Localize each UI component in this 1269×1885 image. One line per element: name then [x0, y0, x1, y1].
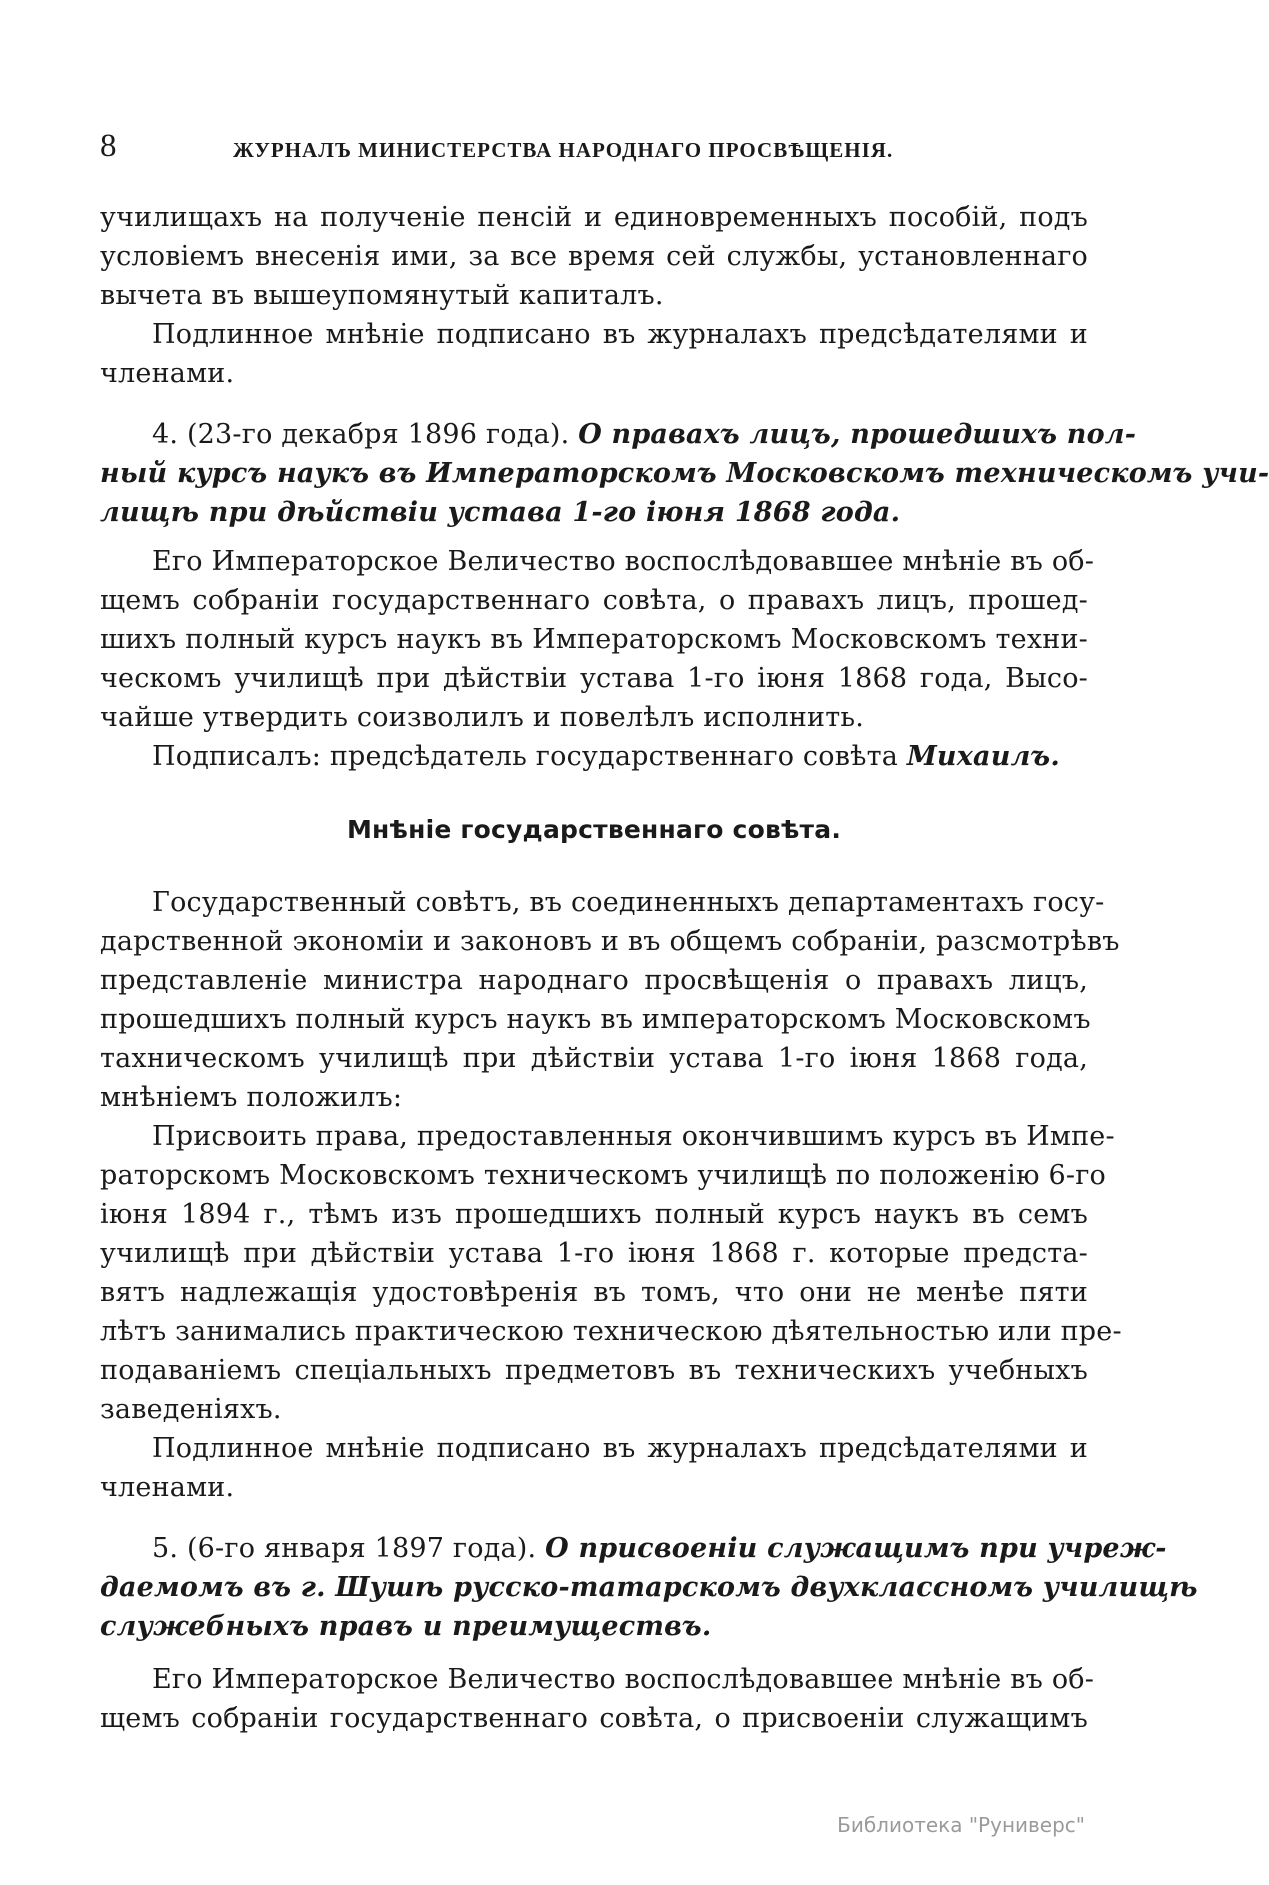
text-line: училищахъ на полученіе пенсій и единовременныхъ пособій, подъ: [100, 202, 1088, 233]
text-line: шихъ полный курсъ наукъ въ Императорскомъ Московскомъ техни-: [100, 624, 1088, 655]
text-line: тахническомъ училищѣ при дѣйствіи устава 1-го іюня 1868 года,: [100, 1043, 1088, 1074]
text-line: Государственный совѣтъ, въ соединенныхъ департаментахъ госу-: [152, 887, 1105, 918]
text-line: щемъ собраніи государственнаго совѣта, о правахъ лицъ, прошед-: [100, 585, 1088, 616]
item-4-title-line: лищѣ при дѣйствіи устава 1-го іюня 1868 года.: [100, 497, 901, 528]
text-line: ческомъ училищѣ при дѣйствіи устава 1-го іюня 1868 года, Высо-: [100, 663, 1088, 694]
item-5-title-line: служебныхъ правъ и преимуществъ.: [100, 1611, 712, 1642]
section-title: Мнѣніе государственнаго совѣта.: [346, 815, 842, 844]
signature-text: Подписалъ: предсѣдатель государственнаго совѣта: [152, 741, 899, 772]
item-5-heading-line: [100, 1529, 1167, 1568]
running-title: ЖУРНАЛЪ МИНИСТЕРСТВА НАРОДНАГО ПРОСВѢЩЕНІЯ.: [233, 138, 894, 162]
spacer: [100, 849, 1088, 883]
item-4-title-line: ный курсъ наукъ въ Императорскомъ Московскомъ техническомъ учи-: [100, 458, 1269, 489]
text-line: лѣтъ занимались практическою техническою дѣятельностью или пре-: [100, 1316, 1122, 1347]
text-line: заведеніяхъ.: [100, 1394, 282, 1425]
text-line: Подлинное мнѣніе подписано въ журналахъ предсѣдателями и: [152, 319, 1088, 350]
text-line: вычета въ вышеупомянутый капиталъ.: [100, 280, 664, 311]
signature-line: [100, 737, 1088, 776]
text-line: членами.: [100, 358, 235, 389]
body-text: [100, 198, 1269, 1738]
text-line: Присвоить права, предоставленныя окончившимъ курсъ въ Импе-: [152, 1121, 1115, 1152]
text-line: подаваніемъ спеціальныхъ предметовъ въ техническихъ учебныхъ: [100, 1355, 1088, 1386]
signature-name: Михаилъ.: [906, 741, 1060, 772]
text-line: вятъ надлежащія удостовѣренія въ томъ, что они не менѣе пяти: [100, 1277, 1088, 1308]
text-line: Его Императорское Величество воспослѣдовавшее мнѣніе въ об-: [152, 1664, 1095, 1695]
spacer: [100, 393, 1088, 415]
library-watermark: Библиотека "Руниверс": [837, 1813, 1085, 1837]
page-header: [100, 128, 1090, 168]
text-line: мнѣніемъ положилъ:: [100, 1082, 403, 1113]
spacer: [100, 532, 1088, 542]
spacer: [100, 1507, 1088, 1529]
text-line: іюня 1894 г., тѣмъ изъ прошедшихъ полный курсъ наукъ въ семъ: [100, 1199, 1088, 1230]
spacer: [100, 1646, 1088, 1660]
item-5-title-part: О присвоеніи служащимъ при учреж-: [545, 1533, 1167, 1564]
page-number: 8: [100, 128, 117, 164]
item-5-number-date: 5. (6-го января 1897 года).: [152, 1533, 537, 1564]
text-line: дарственной экономіи и законовъ и въ общемъ собраніи, разсмотрѣвъ: [100, 926, 1120, 957]
text-line: раторскомъ Московскомъ техническомъ училищѣ по положенію 6-го: [100, 1160, 1106, 1191]
text-line: условіемъ внесенія ими, за все время сей службы, установленнаго: [100, 241, 1088, 272]
item-4-title-part: О правахъ лицъ, прошедшихъ пол-: [578, 419, 1137, 450]
text-line: училищѣ при дѣйствіи устава 1-го іюня 1868 г. которые предста-: [100, 1238, 1088, 1269]
text-line: чайше утвердить соизволилъ и повелѣлъ исполнить.: [100, 702, 865, 733]
text-line: Подлинное мнѣніе подписано въ журналахъ предсѣдателями и: [152, 1433, 1088, 1464]
text-line: Его Императорское Величество воспослѣдовавшее мнѣніе въ об-: [152, 546, 1095, 577]
text-line: щемъ собраніи государственнаго совѣта, о присвоеніи служащимъ: [100, 1703, 1088, 1734]
text-line: прошедшихъ полный курсъ наукъ въ императорскомъ Московскомъ: [100, 1004, 1091, 1035]
text-line: членами.: [100, 1472, 235, 1503]
text-line: представленіе министра народнаго просвѣщенія о правахъ лицъ,: [100, 965, 1088, 996]
item-5-title-line: даемомъ въ г. Шушѣ русско-татарскомъ двухклассномъ училищѣ: [100, 1572, 1198, 1603]
spacer: [100, 776, 1088, 810]
item-4-heading-line: [100, 415, 1137, 454]
item-4-number-date: 4. (23-го декабря 1896 года).: [152, 419, 570, 450]
